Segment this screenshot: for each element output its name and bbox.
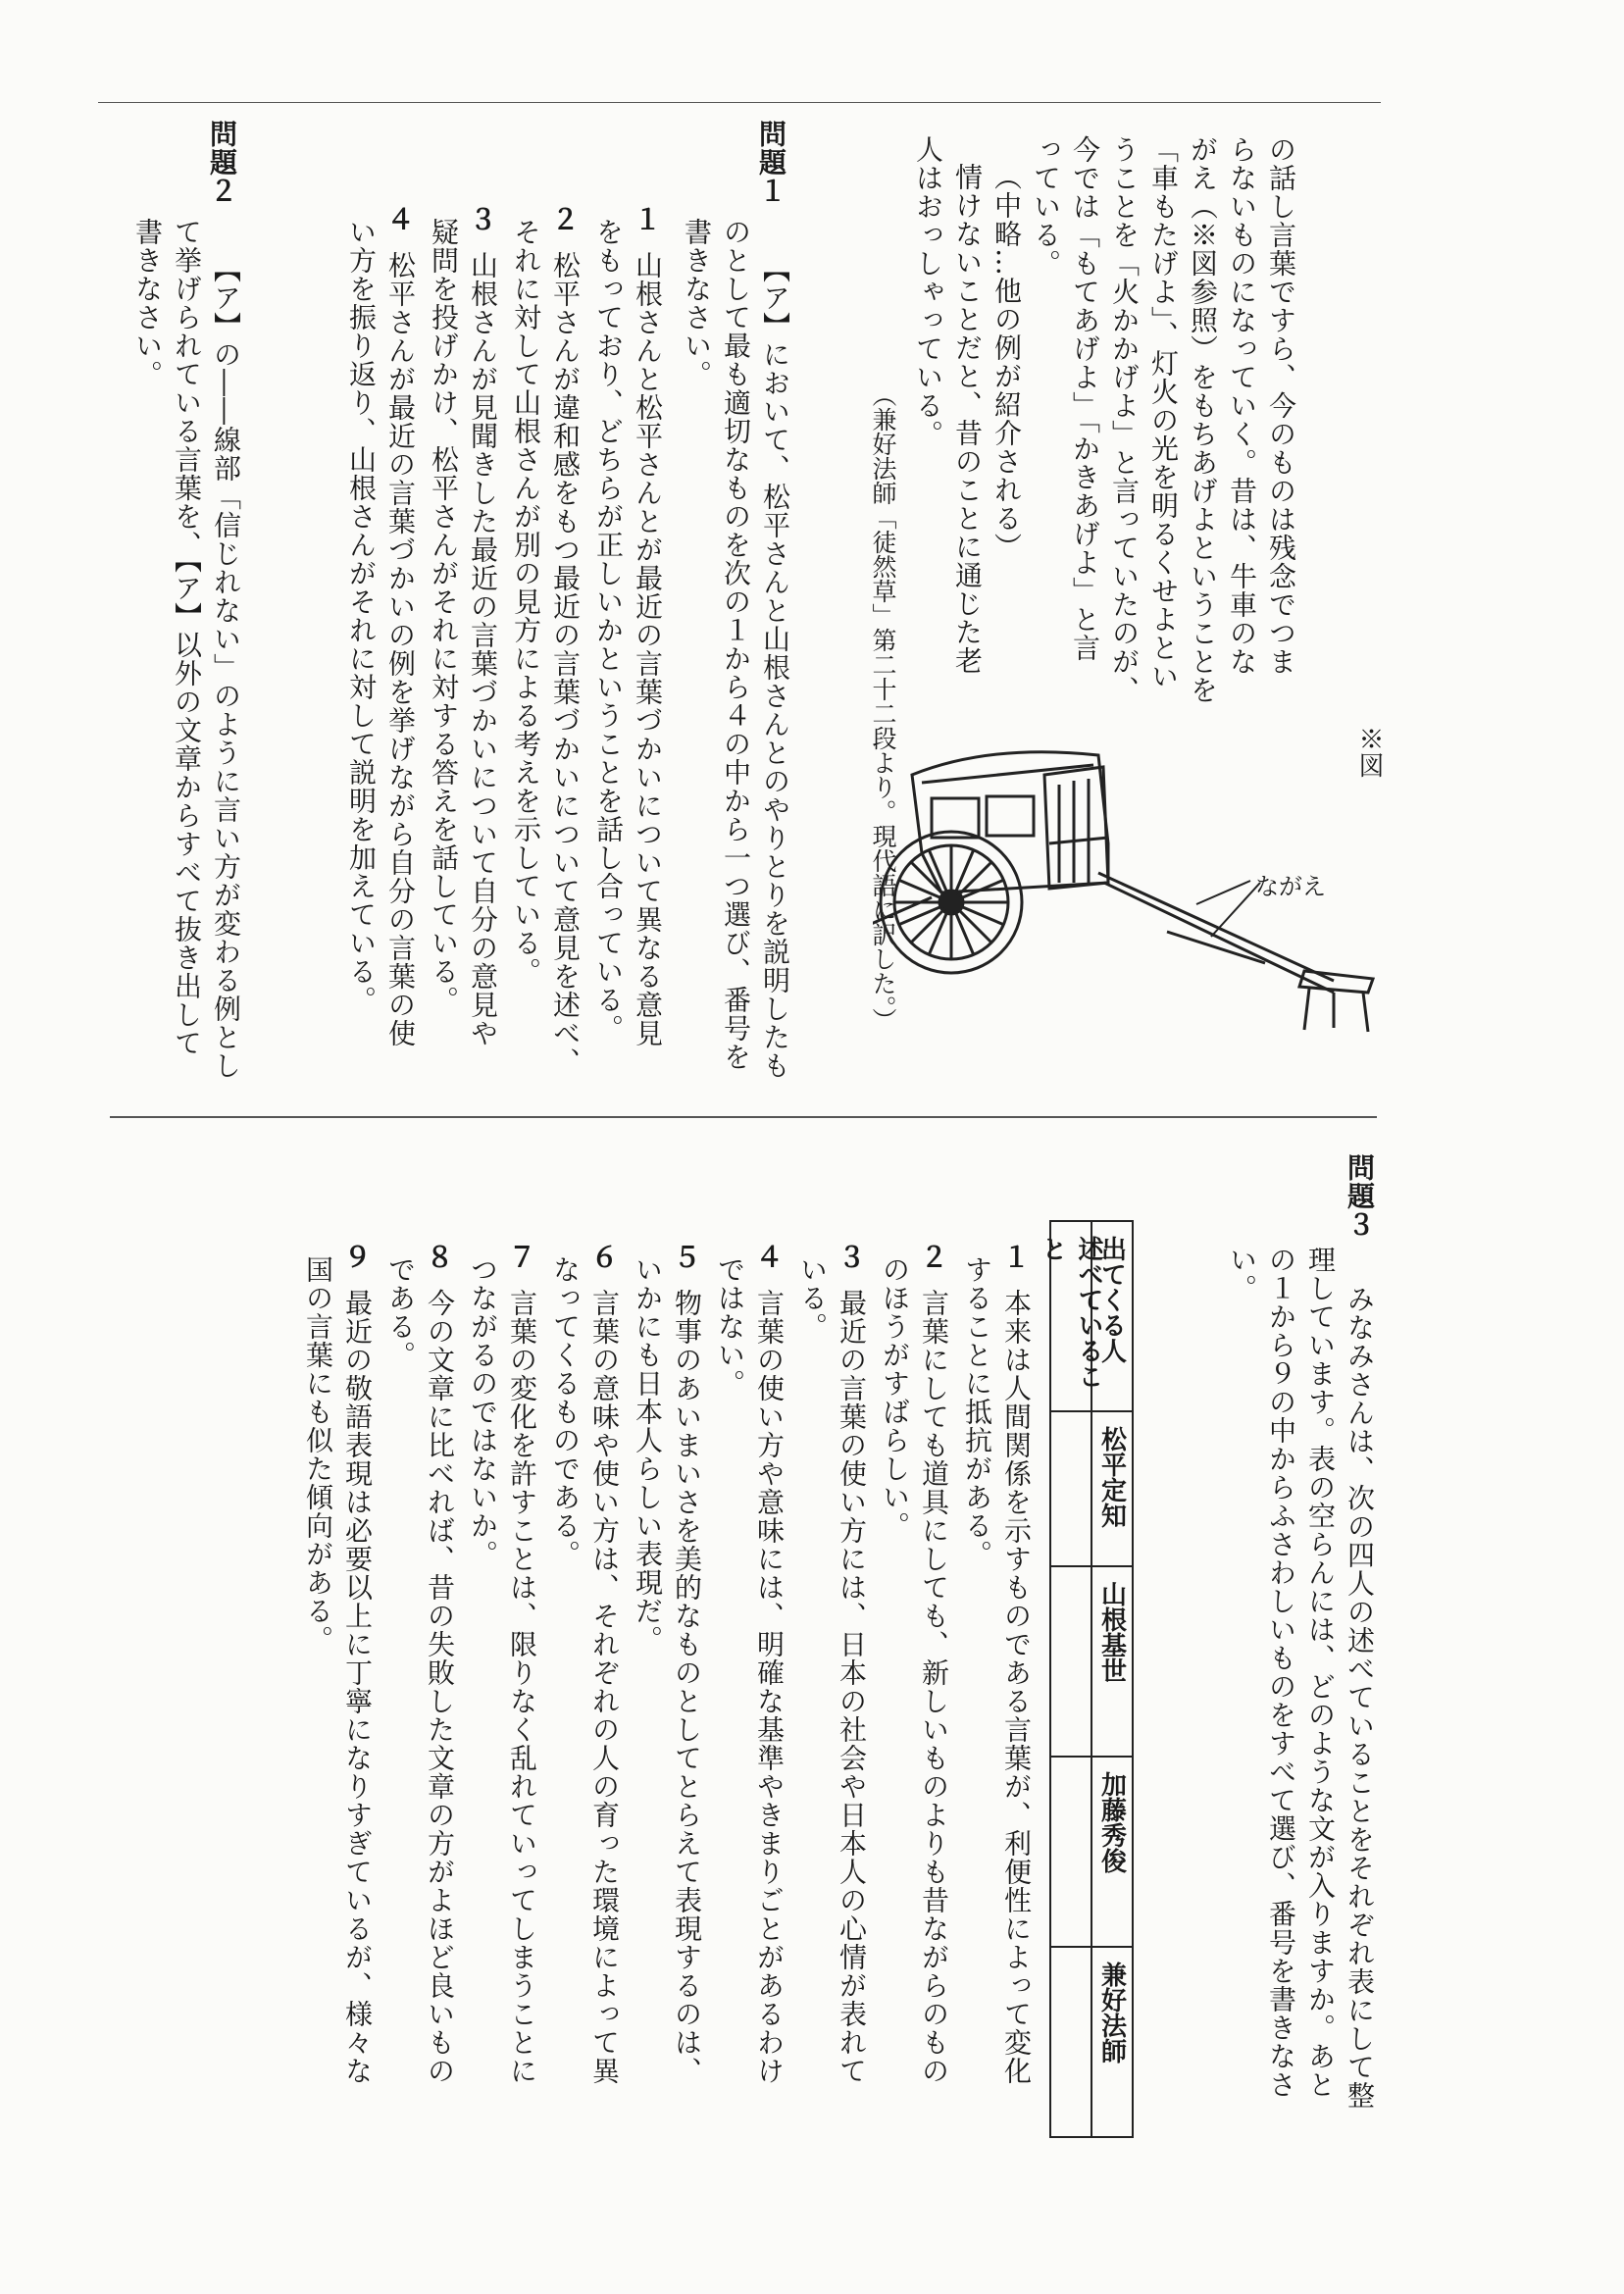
q3-option-cont: なってくるものである。: [549, 1255, 582, 1568]
section-divider: [110, 1116, 1377, 1118]
option-number: ３: [469, 206, 497, 233]
option-number: ８: [426, 1244, 454, 1271]
passage-line: 人はおっしゃっている。: [912, 135, 944, 448]
q3-option-cont: いる。: [796, 1255, 829, 1341]
q1-option: [463, 206, 502, 1047]
option-text: 言葉にしても道具にしても、新しいものよりも昔ながらのもの: [918, 1289, 950, 2085]
option-number: １: [1002, 1244, 1031, 1271]
q1-option-cont: をもっており、どちらが正しいかということを話し合っている。: [592, 218, 625, 1043]
table-blank-cell: [1049, 1946, 1092, 2138]
option-number: ９: [343, 1244, 372, 1271]
table-blank-cell: [1049, 1410, 1092, 1567]
q3-heading: 問題３: [1344, 1153, 1376, 1239]
passage-line: の話し言葉ですら、今のものは残念でつま: [1265, 135, 1297, 676]
q3-option-cont: である。: [384, 1255, 417, 1369]
q3-option-cont: ではない。: [714, 1255, 746, 1398]
q1-prompt-line: 【ア】において、松平さんと山根さんとのやりとりを説明したも: [759, 255, 791, 1080]
option-text: 山根さんが見聞きした最近の言葉づかいについて自分の意見や: [467, 251, 499, 1047]
option-text: 物事のあいまいさを美的なものとしてとらえて表現するのは、: [671, 1289, 703, 2085]
q2-line: て挙げられている言葉を、【ア】以外の文章からすべて抜き出して: [171, 218, 203, 1057]
q1-option-cont: い方を振り返り、山根さんがそれに対して説明を加えている。: [345, 218, 378, 1014]
option-text: 言葉の使い方や意味には、明確な基準やきまりごとがあるわけ: [753, 1289, 786, 2085]
q3-prompt-line: 理しています。表の空らんには、どのような文が入りますか。あと: [1304, 1246, 1337, 2099]
option-number: ７: [508, 1244, 536, 1271]
option-number: ６: [590, 1244, 619, 1271]
table-person: [1091, 1565, 1134, 1758]
q3-option: [667, 1244, 706, 2085]
table-person-name: 加藤秀俊: [1096, 1771, 1127, 1873]
q1-option-cont: それに対して山根さんが別の見方による考えを示している。: [510, 218, 542, 986]
passage-line: （中略…他の例が紹介される）: [990, 163, 1023, 561]
q3-option: [914, 1244, 953, 2085]
q3-option-cont: 国の言葉にも似た傾向がある。: [302, 1255, 334, 1654]
option-text: 最近の敬語表現は必要以上に丁寧になりすぎているが、様々な: [341, 1289, 374, 2085]
option-text: 言葉の意味や使い方は、それぞれの人の育った環境によって異: [588, 1289, 621, 2085]
q3-option: [502, 1244, 541, 2085]
q3-option: [832, 1244, 871, 2085]
q1-option-cont: 疑問を投げかけ、松平さんがそれに対する答えを話している。: [428, 218, 460, 1014]
figure-mark: ※図: [1354, 726, 1384, 779]
passage-line: 情けないことだと、昔のことに通じた老: [951, 163, 984, 675]
q3-option: [996, 1244, 1036, 2085]
q1-option: [545, 206, 584, 1076]
q2-line: 【ア】の――線部「信じれない」のように言い方が変わる例とし: [210, 255, 242, 1080]
figure-label-nagae: ながえ: [1255, 873, 1326, 900]
option-number: ３: [837, 1244, 866, 1271]
q1-option: [381, 206, 420, 1047]
q3-prompt-line: みなみさんは、次の四人の述べていることをそれぞれ表にして整: [1344, 1285, 1376, 2110]
option-text: 言葉の変化を許すことは、限りなく乱れていってしまうことに: [506, 1289, 538, 2085]
q3-option: [420, 1244, 459, 2085]
table-person: [1091, 1410, 1134, 1567]
table-person: [1091, 1946, 1134, 2138]
option-number: ２: [920, 1244, 948, 1271]
passage-line: がえ（※図参照）をもちあげよということを: [1187, 135, 1219, 704]
passage-line: 「車もたげよ」、灯火の光を明るくせよとい: [1147, 135, 1180, 690]
passage-line: うことを「火かかげよ」と言っていたのが、: [1108, 135, 1141, 704]
passage-line: らないものになっていく。昔は、牛車のな: [1226, 135, 1258, 676]
option-number: ４: [755, 1244, 784, 1271]
option-text: 本来は人間関係を示すものである言葉が、利便性によって変化: [1000, 1289, 1033, 2085]
q1-option: [628, 206, 667, 1047]
q3-option: [584, 1244, 624, 2085]
table-row-header: 出てくる人: [1091, 1220, 1134, 1412]
table-person: [1091, 1756, 1134, 1948]
q3-option-cont: することに抵抗がある。: [961, 1255, 993, 1568]
option-number: １: [634, 206, 662, 233]
q3-option-cont: つながるのではないか。: [467, 1255, 499, 1568]
option-number: ５: [673, 1244, 701, 1271]
passage-citation: （兼好法師「徒然草」第二十二段より。現代語に訳した。）: [869, 382, 897, 1033]
table-person-name: 山根基世: [1096, 1581, 1127, 1683]
option-number: ２: [551, 206, 580, 233]
oxcart-figure: [873, 736, 1383, 1069]
q1-prompt-line: のとして最も適切なものを次の１から４の中から一つ選び、番号を: [720, 218, 752, 1071]
passage-line: 今では「もてあげよ」「かきあげよ」と言: [1069, 135, 1101, 662]
q1-heading: 問題１: [755, 120, 787, 205]
option-text: 松平さんが違和感をもつ最近の言葉づかいについて意見を述べ、: [549, 251, 582, 1076]
q3-prompt-line: の１から９の中からふさわしいものをすべて選び、番号を書きなさ: [1265, 1246, 1297, 2099]
q3-prompt-line: い。: [1226, 1246, 1258, 1302]
q1-prompt-line: 書きなさい。: [681, 218, 713, 388]
q3-option: [337, 1244, 377, 2085]
q3-option: [749, 1244, 788, 2085]
q2-line: 書きなさい。: [131, 218, 164, 388]
q2-heading: 問題２: [206, 120, 238, 205]
q3-option-cont: いかにも日本人らしい表現だ。: [632, 1255, 664, 1654]
option-text: 今の文章に比べれば、昔の失敗した文章の方がよほど良いもの: [424, 1289, 456, 2085]
table-person-name: 松平定知: [1096, 1426, 1127, 1528]
option-number: ４: [386, 206, 415, 233]
top-rule: [98, 102, 1381, 103]
option-text: 山根さんと松平さんとが最近の言葉づかいについて異なる意見: [632, 251, 664, 1047]
q3-option-cont: のほうがすばらしい。: [879, 1255, 911, 1540]
table-person-name: 兼好法師: [1096, 1962, 1127, 2064]
table-blank-cell: [1049, 1756, 1092, 1948]
passage-line: っている。: [1030, 135, 1062, 278]
table-row-header: 述べていること: [1049, 1220, 1092, 1412]
table-blank-cell: [1049, 1565, 1092, 1758]
option-text: 松平さんが最近の言葉づかいの例を挙げながら自分の言葉の使: [384, 251, 417, 1047]
option-text: 最近の言葉の使い方には、日本の社会や日本人の心情が表れて: [836, 1289, 868, 2085]
